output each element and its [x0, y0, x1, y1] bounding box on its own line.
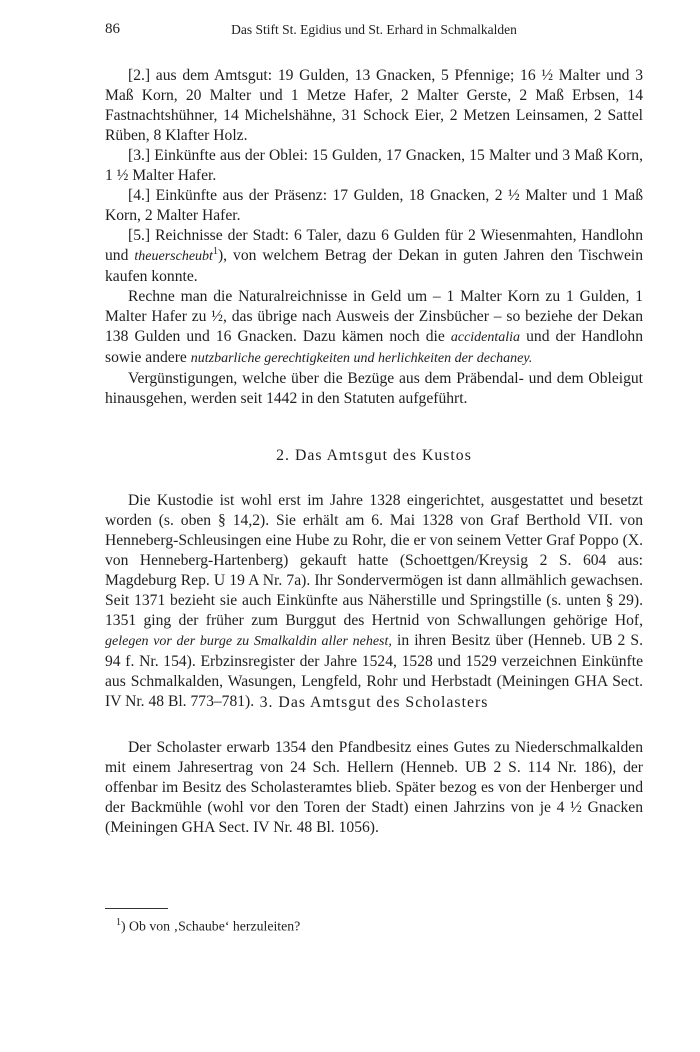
paragraph-reichnisse — [105, 226, 643, 287]
text-run: in ihren Besitz über (Henneb. UB 2 S. 94 f. Nr. 154). Erbzinsregister der Jahre 1524, 1528 und 1529 verzeichnen Einkünfte aus Schmalkalden, Wasungen, Lengfeld, Rohr und Herbstadt (Meiningen GHA Sect. IV Nr. 48 Bl. 773–781). — [105, 632, 643, 710]
footnote-mark: 1 — [116, 917, 121, 928]
section-heading-kustos: 2. Das Amtsgut des Kustos — [276, 447, 472, 464]
section-1-text — [105, 66, 643, 409]
text-run: Rechne man die Naturalreichnisse in Geld um – 1 Malter Korn zu 1 Gulden, 1 Malter Hafer zu ½, das übrige nach Ausweis der Zinsbücher – so beziehe der Dekan 138 Gulden und 16 Gnacken. Dazu kämen noch die — [105, 288, 643, 345]
paragraph-praesenz: [4.] Einkünfte aus der Präsenz: 17 Gulden, 18 Gnacken, 2 ½ Malter und 1 Maß Korn, 2 Malter Hafer. — [105, 187, 643, 224]
text-run: [5.] Reichnisse der Stadt: 6 Taler, dazu 6 Gulden für 2 Wiesenmahten, Handlohn und — [105, 227, 643, 264]
text-run: und der Handlohn sowie andere — [105, 328, 644, 366]
italic-term: theuerscheubt — [134, 249, 213, 264]
footnote-text: ) Ob von ‚Schaube‘ herzuleiten? — [121, 918, 301, 934]
italic-term: accidentalia — [450, 330, 521, 345]
paragraph-scholaster: Der Scholaster erwarb 1354 den Pfandbesitz eines Gutes zu Niederschmalkalden mit einem Jahresertrag von 24 Sch. Hellern (Henneb. UB 2 S. 114 Nr. 186), der offenbar im Besitz des Scholasteramtes blieb. Später bezog es von der Henberger und der Backmühle (wohl vor den Toren der Stadt) einen Jahrzins von je 4 ½ Gnacken (Meiningen GHA Sect. IV Nr. 48 Bl. 1056). — [105, 739, 643, 836]
paragraph-oblei: [3.] Einkünfte aus der Oblei: 15 Gulden, 17 Gnacken, 15 Malter und 3 Maß Korn, 1 ½ Malter Hafer. — [105, 147, 643, 184]
page-header — [105, 21, 643, 43]
page-number: 86 — [105, 21, 120, 37]
paragraph-naturalreichnisse — [105, 287, 643, 369]
footnote-reference: 1 — [212, 245, 218, 257]
italic-quote: nutzbarliche gerechtigkeiten und herlichkeiten der dechaney. — [190, 351, 533, 366]
text-run: Die Kustodie ist wohl erst im Jahre 1328 eingerichtet, ausgestattet und besetzt worden (s. oben § 14,2). Sie erhält am 6. Mai 1328 von Graf Berthold VII. von Henneberg-Schleusingen eine Hube zu Rohr, die er von seinem Vetter Graf Poppo (X. von Henneberg-Hartenberg) gekauft hatte (Schoettgen/Kreysig 2 S. 604 aus: Magdeburg Rep. U 19 A Nr. 7a). Ihr Sondervermögen ist dann allmählich gewachsen. Seit 1371 bezieht sie auch Einkünfte aus Näherstille und Springstille (s. unten § 29). 1351 ging der früher zum Burggut des Hertnid von Schwallungen gehörige Hof, — [105, 492, 643, 629]
paragraph-kustodie — [105, 491, 643, 712]
footnote-divider — [105, 908, 168, 909]
paragraph-amtsgut: [2.] aus dem Amtsgut: 19 Gulden, 13 Gnacken, 5 Pfennige; 16 ½ Malter und 3 Maß Korn, 20 Malter und 1 Metze Hafer, 2 Malter Gerste, 2 Maß Erbsen, 14 Fastnachtshühner, 14 Michelshähne, 31 Schock Eier, 2 Metzen Leinsamen, 2 Sattel Rüben, 8 Klafter Holz. — [105, 67, 643, 144]
running-title: Das Stift St. Egidius und St. Erhard in Schmalkalden — [231, 22, 517, 37]
section-heading-scholaster: 3. Das Amtsgut des Scholasters — [259, 694, 489, 711]
footnote — [116, 917, 300, 935]
text-run: ), von welchem Betrag der Dekan in guten Jahren den Tischwein kaufen konnte. — [105, 247, 643, 285]
italic-quote: gelegen vor der burge zu Smalkaldin aller nehest, — [105, 634, 392, 649]
section-3-text — [105, 738, 643, 838]
paragraph-verguenstigungen: Vergünstigungen, welche über die Bezüge aus dem Präbendal- und dem Obleigut hinausgehen, werden seit 1442 in den Statuten aufgeführt. — [105, 370, 643, 407]
section-2-text — [105, 491, 643, 712]
